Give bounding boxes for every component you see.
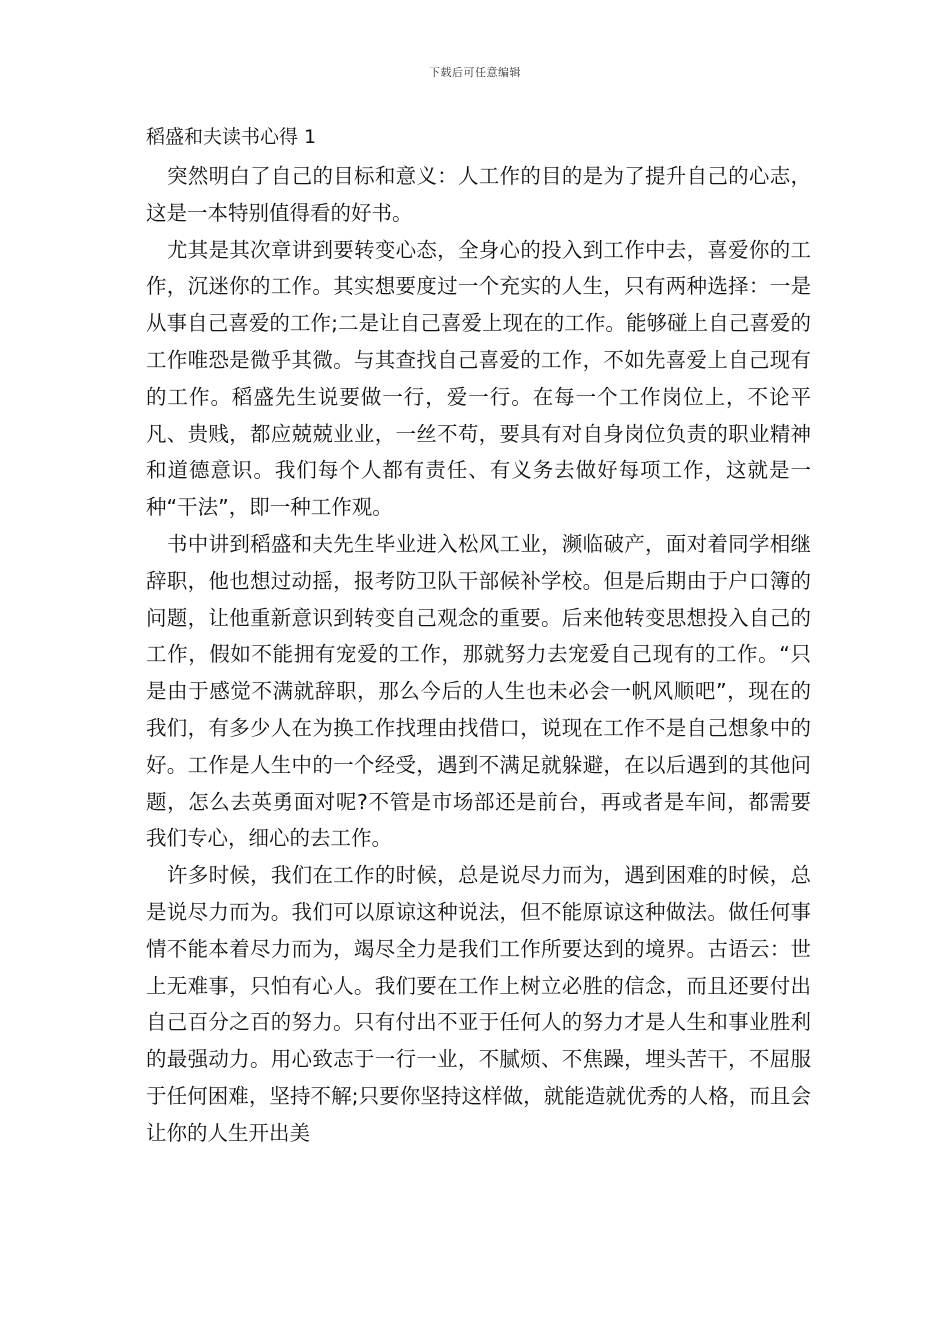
paragraph: 书中讲到稻盛和夫先生毕业进入松风工业，濒临破产，面对着同学相继辞职，他也想过动摇，报考防卫队干部候补学校。但是后期由于户口簿的问题，让他重新意识到转变自己观念的重要。后来他转变思想投入自己的工作，假如不能拥有宠爱的工作，那就努力去宠爱自己现有的工作。“只是由于感觉不满就辞职，那么今后的人生也未必会一帆风顺吧”，现在的我们，有多少人在为换工作找理由找借口，说现在工作不是自己想象中的好。工作是人生中的一个经受，遇到不满足就躲避，在以后遇到的其他问题，怎么去英勇面对呢?不管是市场部还是前台，再或者是车间，都需要我们专心，细心的去工作。 bbox=[146, 531, 811, 851]
document-title: 稻盛和夫读书心得 1 bbox=[146, 126, 317, 148]
paragraph: 突然明白了自己的目标和意义：人工作的目的是为了提升自己的心志，这是一本特别值得看的好书。 bbox=[146, 164, 811, 225]
document-body bbox=[146, 158, 811, 1152]
paragraph: 许多时候，我们在工作的时候，总是说尽力而为，遇到困难的时候，总是说尽力而为。我们可以原谅这种说法，但不能原谅这种做法。做任何事情不能本着尽力而为，竭尽全力是我们工作所要达到的境界。古语云：世上无难事，只怕有心人。我们要在工作上树立必胜的信念，而且还要付出自己百分之百的努力。只有付出不亚于任何人的努力才是人生和事业胜利的最强动力。用心致志于一行一业，不腻烦、不焦躁，埋头苦干，不屈服于任何困难，坚持不解;只要你坚持这样做，就能造就优秀的人格，而且会让你的人生开出美 bbox=[146, 863, 811, 1145]
paragraph: 尤其是其次章讲到要转变心态，全身心的投入到工作中去，喜爱你的工作，沉迷你的工作。其实想要度过一个充实的人生，只有两种选择：一是从事自己喜爱的工作;二是让自己喜爱上现在的工作。能够碰上自己喜爱的工作唯恐是微乎其微。与其查找自己喜爱的工作，不如先喜爱上自己现有的工作。稻盛先生说要做一行，爱一行。在每一个工作岗位上，不论平凡、贵贱，都应兢兢业业，一丝不苟，要具有对自身岗位负责的职业精神和道德意识。我们每个人都有责任、有义务去做好每项工作，这就是一种“干法”，即一种工作观。 bbox=[146, 237, 811, 520]
page-header: 下载后可任意编辑 bbox=[429, 66, 521, 79]
